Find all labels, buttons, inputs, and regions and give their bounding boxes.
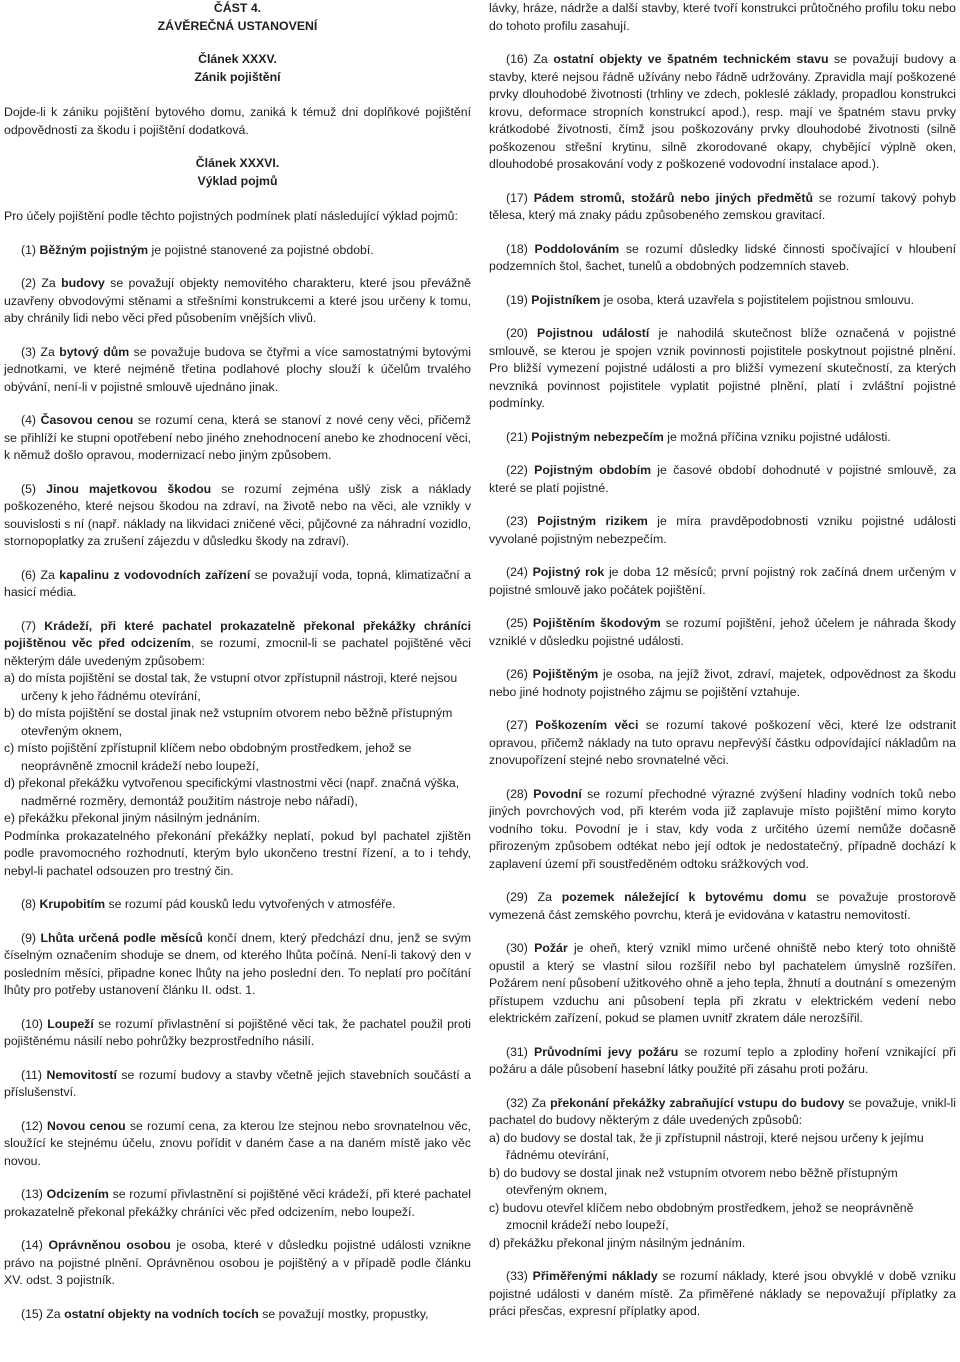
definition-term: kapalinu z vodovodních zařízení xyxy=(59,567,251,582)
definition: (13) Odcizením se rozumí přivlastnění si pojištěné věci krádeží, při které pachatel prokazatelně překonal překážky chráníci věc před odcizením, nebo loupeží. xyxy=(4,1187,471,1219)
definition-term: Běžným pojistným xyxy=(39,242,149,257)
definition-term: Pojistnou událostí xyxy=(537,326,650,340)
definition-term: Pojistníkem xyxy=(531,292,601,307)
definition: (21) Pojistným nebezpečím je možná příčina vzniku pojistné události. xyxy=(506,429,891,444)
definition-term: překonání překážky zabraňující vstupu do budovy xyxy=(550,1095,845,1110)
definition-term: Odcizením xyxy=(46,1187,109,1201)
article-heading: Článek XXXVI. xyxy=(195,156,280,170)
definition-term: Novou cenou xyxy=(47,1118,126,1133)
definition: (22) Pojistným obdobím je časové období dohodnuté v pojistné smlouvě, za které se platí pojistné. xyxy=(489,463,956,495)
definition: (32) Za překonání překážky zabraňující vstupu do budovy se považuje, vnikl-li pachatel do budovy některým z dále uvedených způsobů: xyxy=(489,1095,956,1127)
list-item: a) do budovy se dostal tak, že ji zpřístupnil nástroji, které nejsou určeny k jejímu řádnému otevírání, xyxy=(489,1130,924,1162)
definition-term: Poškozením věci xyxy=(535,718,639,732)
definition-term: Časovou cenou xyxy=(40,413,134,427)
list-item: a) do místa pojištění se dostal tak, že vstupní otvor zpřístupnil nástroji, které nejsou určeny k jeho řádnému otevírání, xyxy=(4,671,458,703)
definition: (24) Pojistný rok je doba 12 měsíců; první pojistný rok začíná dnem určeným v pojistné smlouvě jako počátek pojištění. xyxy=(489,565,956,597)
definition-term: Loupeží xyxy=(47,1016,94,1031)
part-heading: ČÁST 4. xyxy=(213,1,262,15)
definition-term: Průvodními jevy požáru xyxy=(534,1044,679,1059)
definition-term: Pojistný rok xyxy=(532,565,605,579)
definition-term: pozemek náležející k bytovému domu xyxy=(561,890,807,904)
list-item: b) do místa pojištění se dostal jinak než vstupním otvorem nebo běžně přístupným otevřeným oknem, xyxy=(4,706,453,738)
list-item: c) místo pojištění zpřístupnil klíčem nebo obdobným prostředkem, jehož se neoprávněně zmocnil krádeží nebo loupeží, xyxy=(4,741,412,773)
definition: (2) Za budovy se považují objekty nemovitého charakteru, které jsou převážně uzavřeny obvodovými stěnami a střešními konstrukcemi a které jsou určeny k tomu, aby chránily lidi nebo věci před působením vnějších vlivů. xyxy=(4,276,471,325)
definition-term: Pojištěním škodovým xyxy=(532,616,661,630)
definition-term: Lhůta určená podle měsíců xyxy=(40,930,203,945)
definition-term: Krupobitím xyxy=(39,897,106,911)
definition-term: Pojištěným xyxy=(532,667,599,681)
definition: (20) Pojistnou událostí je nahodilá skutečnost blíže označená v pojistné smlouvě, se kterou je spojen vznik povinnosti pojistitele poskytnout pojistné plnění. Pro bližší vymezení pojistné události a pro bližší vymezení skutečností, za kterých nevzniká povinnost pojistitele vyplatit pojistné plnění, platí i zvláštní pojistné podmínky. xyxy=(489,326,956,410)
definition: (17) Pádem stromů, stožárů nebo jiných předmětů se rozumí takový pohyb tělesa, který má znaky pádu způsobeného zemskou gravitací. xyxy=(489,190,956,222)
definition-term: Pojistným nebezpečím xyxy=(531,429,664,444)
definition-term: Pojistným rizikem xyxy=(537,514,648,528)
definition: (23) Pojistným rizikem je míra pravděpodobnosti vzniku pojistné události vyvolané pojistným nebezpečím. xyxy=(489,514,956,546)
definition-term: budovy xyxy=(61,276,105,290)
definition: (16) Za ostatní objekty ve špatném technickém stavu se považují budovy a stavby, které nejsou řádně užívány nebo řádně udržovány. Zpravidla mají poškozené prvky dlouhodobé životnosti (trhliny ve zdech, pokleslé základy, propadlou konstrukci krovu, deformace stropních konstrukcí apod.), resp. mají ve špatném stavu prvky krátkodobé životnosti, čímž jsou poškozovány prvky dlouhodobé životnosti (silně poškozenou střešní krytinu, silně zkorodované okapy, chybějící výplně oken, dlouhodobé prosakování vody z poškozené vodovodní instalace apod.). xyxy=(489,52,956,171)
definition-term: Přiměřenými náklady xyxy=(532,1269,658,1283)
definition-term: Nemovitostí xyxy=(46,1067,117,1082)
list-item: c) budovu otevřel klíčem nebo obdobným prostředkem, jehož se neoprávněně zmocnil krádeží nebo loupeží, xyxy=(489,1200,914,1232)
definition: (15) Za ostatní objekty na vodních tocích se považují mostky, propustky, xyxy=(21,1306,429,1321)
article-text: Dojde-li k zániku pojištění bytového domu, zaniká k témuž dni doplňkové pojištění odpovědnosti za škodu i pojištění dodatková. xyxy=(4,105,471,137)
definitions-intro: Pro účely pojištění podle těchto pojistných podmínek platí následující výklad pojmů: xyxy=(4,209,458,223)
definition-term: Oprávněnou osobou xyxy=(48,1238,171,1252)
definition: (7) Krádeží, při které pachatel prokazatelně překonal překážky chráníci pojištěnou věc před odcizením, se rozumí, zmocnil-li se pachatel pojištěné věci některým dále uvedeným způsobem: xyxy=(4,618,472,668)
article-title: Zánik pojištění xyxy=(194,69,281,84)
definition: (12) Novou cenou se rozumí cena, za kterou lze stejnou nebo srovnatelnou věc, sloužící ke stejnému účelu, znovu pořídit v daném čase a na daném místě jako věc novou. xyxy=(4,1118,471,1168)
definition-term: Krádeží, při které pachatel prokazatelně překonal překážky chráníci pojištěnou věc před odcizením xyxy=(4,618,472,650)
definition-continuation: lávky, hráze, nádrže a další stavby, které tvoří konstrukci průtočného profilu toku nebo do tohoto profilu zasahují. xyxy=(489,1,956,33)
list-item: d) překážku překonal jiným násilným jednáním. xyxy=(489,1235,746,1250)
definition: (4) Časovou cenou se rozumí cena, která se stanoví z nové ceny věci, přičemž se přihlíží ke stupni opotřebení nebo jiného znehodnocení anebo ke zhodnocení věci, k němuž došlo opravou, modernizací nebo jiným způsobem. xyxy=(4,413,472,462)
definition: (27) Poškozením věci se rozumí takové poškození věci, které lze odstranit opravou, přičemž náklady na tuto opravu nepřevýší částku odpovídající nákladům na znovupořízení stejné nebo srovnatelné věci. xyxy=(489,718,956,767)
definition-term: Povodní xyxy=(533,786,582,801)
definition-term: Pojistným obdobím xyxy=(534,463,652,477)
definition-term: Poddolováním xyxy=(534,241,620,256)
definition: (3) Za bytový dům se považuje budova se čtyřmi a více samostatnými bytovými jednotkami, ve které nejméně třetina podlahové plochy slouží k účelům trvalého obývání, není-li v pojistné smlouvě ujednáno jinak. xyxy=(4,344,471,394)
definition-term: Požár xyxy=(534,941,568,955)
definition: (26) Pojištěným je osoba, na jejíž život, zdraví, majetek, odpovědnost za škodu nebo jiné hodnoty pojistného zájmu se pojištění vztahuje. xyxy=(489,667,956,699)
list-item: b) do budovy se dostal jinak než vstupním otvorem nebo běžně přístupným otevřeným oknem, xyxy=(489,1165,898,1197)
definition: (11) Nemovitostí se rozumí budovy a stavby včetně jejich stavebních součástí a příslušenství. xyxy=(4,1067,472,1099)
part-title: ZÁVĚREČNÁ USTANOVENÍ xyxy=(157,18,318,33)
article-title: Výklad pojmů xyxy=(197,173,278,188)
definition: (9) Lhůta určená podle měsíců končí dnem, který předchází dnu, jenž se svým číselným označením shoduje se dnem, od kterého lhůta počíná. Není-li takový den v posledním měsíci, připadne konec lhůty na jeho poslední den. To neplatí pro počítání lhůty pro potřeby ustanovení článku II. odst. 1. xyxy=(4,930,471,997)
definition-term: Pádem stromů, stožárů nebo jiných předmětů xyxy=(533,190,814,205)
definition: (5) Jinou majetkovou škodou se rozumí zejména ušlý zisk a náklady poškozeného, které nejsou škodou na zdraví, na životě nebo na věci, ale vznikly v souvislosti s ní (např. náklady na likvidaci zničené věci, půjčovné za náhradní vozidlo, stornopoplatky za zrušení zájezdu v důsledku škody na zdraví). xyxy=(4,481,471,548)
left-column xyxy=(4,0,471,1323)
definition: (30) Požár je oheň, který vznikl mimo určené ohniště nebo který toto ohniště opustil a který se vlastní silou rozšířil nebo byl pachatelem úmyslně rozšířen. Požárem není působení užitkového ohně a jeho tepla, žhnutí a doutnání s omezeným přístupem vzduchu ani působení tepla při zkratu v elektrickém vedení nebo elektrickém zařízení, pokud se plamen uvnitř zkratem dále nerozšířil. xyxy=(489,941,956,1025)
list-item: d) překonal překážku vytvořenou specifickými vlastnostmi věci (např. značná výška, nadměrné rozměry, demontáž použitím nástroje nebo nářadí), xyxy=(4,776,460,808)
definition: (6) Za kapalinu z vodovodních zařízení se považují voda, topná, klimatizační a hasicí média. xyxy=(4,567,471,599)
definition: (8) Krupobitím se rozumí pád kousků ledu vytvořených v atmosféře. xyxy=(21,897,396,911)
definition-term: bytový dům xyxy=(59,344,130,359)
definition: (28) Povodní se rozumí přechodné výrazné zvýšení hladiny vodních toků nebo jiných povrchových vod, při kterém voda již zaplavuje místo pojištění mimo koryto vodního toku. Povodní je i stav, kdy voda z určitého území nemůže dočasně přirozeným způsobem odtékat nebo její odtok je nedostatečný, případně dochází k zaplavení území při soustředěném odtoku srážkových vod. xyxy=(489,786,956,871)
right-column xyxy=(489,0,956,1321)
definition: (31) Průvodními jevy požáru se rozumí teplo a zplodiny hoření vznikající při požáru a dále působení hasební látky použité při zásahu proti požáru. xyxy=(489,1044,956,1076)
article-heading: Článek XXXV. xyxy=(198,52,277,66)
definition: (33) Přiměřenými náklady se rozumí náklady, které jsou obvyklé v době vzniku pojistné události v daném místě. Za přiměřené náklady se nepovažují příplatky za práci přesčas, expresní příplatky apod. xyxy=(489,1269,956,1318)
definition: (18) Poddolováním se rozumí důsledky lidské činnosti spočívající v hloubení podzemních štol, šachet, tunelů a obdobných podzemních staveb. xyxy=(489,241,956,273)
definition-term: ostatní objekty ve špatném technickém stavu xyxy=(553,52,829,66)
definition-term: Jinou majetkovou škodou xyxy=(46,481,212,496)
definition: (14) Oprávněnou osobou je osoba, které v důsledku pojistné události vznikne právo na pojistné plnění. Oprávněnou osobou je pojištěný a v případě podle článku XV. odst. 3 pojistník. xyxy=(4,1238,471,1287)
definition: (29) Za pozemek náležející k bytovému domu se považuje prostorově vymezená část zemského povrchu, která je evidována v katastru nemovitostí. xyxy=(489,890,957,922)
definition: (1) Běžným pojistným je pojistné stanovené za pojistné období. xyxy=(21,242,374,257)
definition: (10) Loupeží se rozumí přivlastnění si pojištěné věci tak, že pachatel použil proti pojištěnému násilí nebo pohrůžky bezprostředního násilí. xyxy=(4,1016,471,1048)
definition-term: ostatní objekty na vodních tocích xyxy=(64,1306,259,1321)
definition-note: Podmínka prokazatelného překonání překážky neplatí, pokud byl pachatel zjištěn podle pravomocného rozhodnutí, kterým bylo ukončeno trestní řízení, a to i tehdy, nebyl-li pachatel odsouzen pro trestný čin. xyxy=(4,828,471,878)
definition: (19) Pojistníkem je osoba, která uzavřela s pojistitelem pojistnou smlouvu. xyxy=(506,292,915,307)
definition: (25) Pojištěním škodovým se rozumí pojištění, jehož účelem je náhrada škody vzniklé v důsledku pojistné události. xyxy=(489,616,956,648)
list-item: e) překážku překonal jiným násilným jednáním. xyxy=(4,811,261,825)
